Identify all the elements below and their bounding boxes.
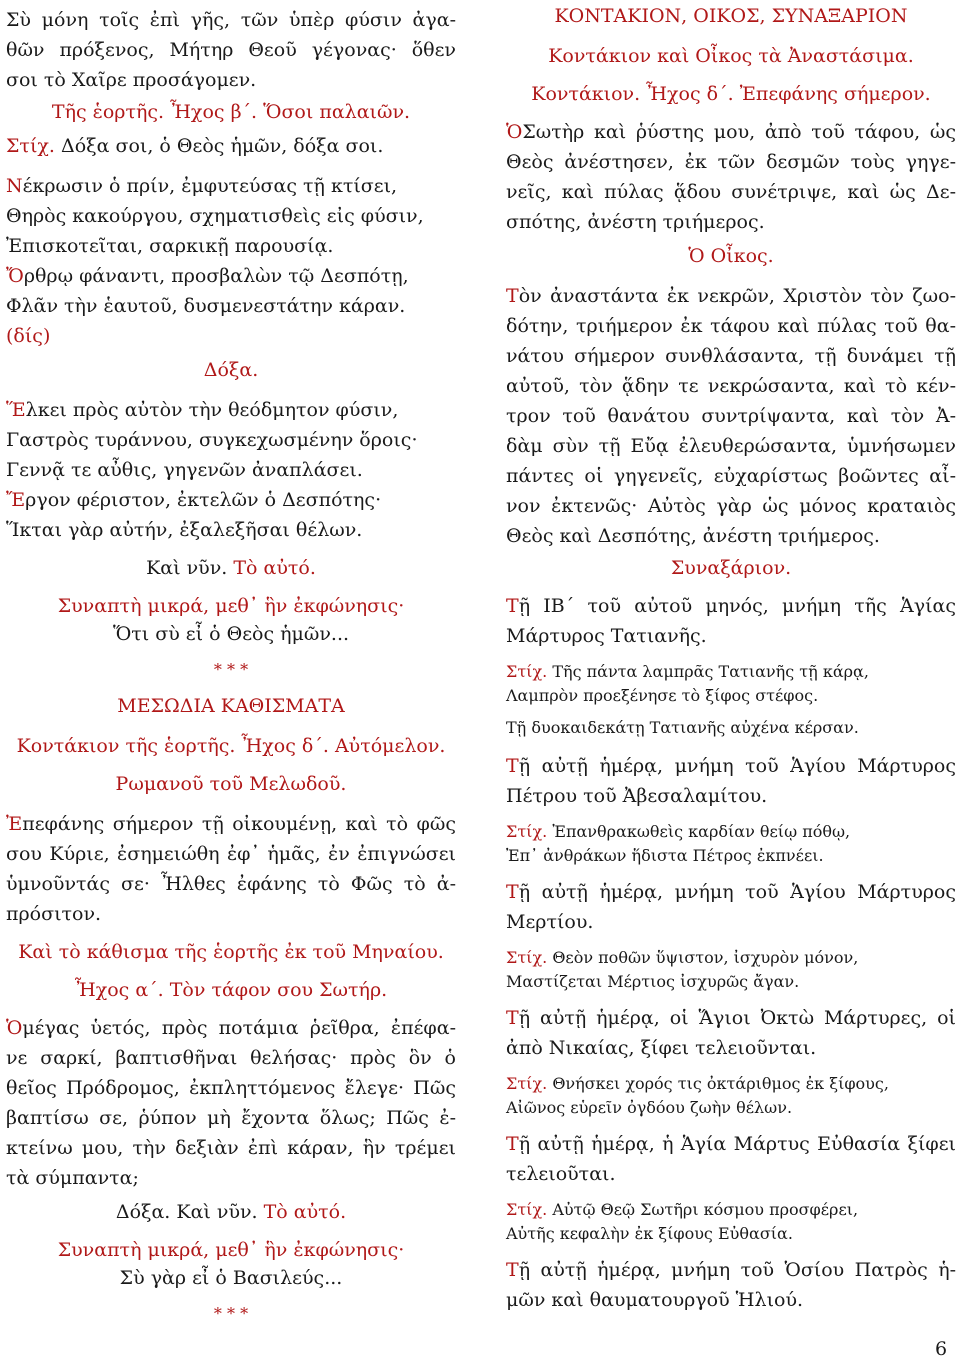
right-column-line-24: Πέτρου τοῦ Ἀβεσαλαμίτου. xyxy=(506,785,768,807)
left-column-line-36 xyxy=(6,1200,456,1224)
right-column-line-10: νάτου σήμερον συνθλάσαντα, τῇ δυνάμει τῇ xyxy=(506,345,956,367)
right-column-line-29 xyxy=(506,946,956,970)
line-segment: Ν xyxy=(6,175,23,197)
right-column-line-2: Κοντάκιον. Ἦχος δ΄. Ἐπεφάνης σήμερον. xyxy=(531,83,931,105)
line-segment: ῇ ΙΒ΄ τοῦ αὐτοῦ μηνός, μνήμη τῆς Ἁγίας xyxy=(518,595,956,617)
page-number: 6 xyxy=(935,1338,948,1360)
left-column-line-23: Ρωμανοῦ τοῦ Μελωδοῦ. xyxy=(115,773,347,795)
right-column-line-7: Ὁ Οἶκος. xyxy=(688,245,774,267)
line-segment: Τ xyxy=(506,1133,519,1155)
line-segment: Δόξα σοι, ὁ Θεὸς ἡμῶν, δόξα σοι. xyxy=(61,135,384,157)
line-segment: Τ xyxy=(506,755,519,777)
left-column-line-14: Γεννᾷ τε αὖθις, γηγενῶν ἀναπλάσει. xyxy=(6,459,363,481)
left-column-line-7: Ἐπισκοτεῖται, σαρκικῇ παρουσίᾳ. xyxy=(6,235,334,257)
line-segment: μέγας ὑετός, πρὸς ποτάμια ῥεῖθρα, ἐπέφα- xyxy=(22,1017,456,1039)
right-column-line-12: τρον τοῦ θανάτου συντρίψαντα, καὶ τὸν Ἀ- xyxy=(506,405,956,427)
right-column-line-22: Τῇ δυοκαιδεκάτῃ Τατιανῆς αὐχένα κέρσαν. xyxy=(506,718,859,737)
left-column-line-5 xyxy=(6,174,456,198)
right-column-line-0: ΚΟΝΤΑΚΙΟΝ, ΟΙΚΟΣ, ΣΥΝΑΞΑΡΙΟΝ xyxy=(554,5,908,27)
left-column-line-16: Ἵκται γὰρ αὐτήν, ἐξαλεξῆσαι θέλων. xyxy=(6,519,363,541)
line-segment: ῇ αὐτῇ ἡμέρᾳ, μνήμη τοῦ Ἁγίου Μάρτυρος xyxy=(518,881,956,903)
left-column-line-0: Σὺ μόνη τοῖς ἐπὶ γῆς, τῶν ὑπὲρ φύσιν ἀγα- xyxy=(6,9,456,31)
line-segment: Καὶ νῦν. xyxy=(146,557,234,579)
left-column-line-11: Δόξα. xyxy=(203,359,259,381)
right-column-line-15: νον ἐκτενῶς· Αὐτὸς γὰρ ὡς μόνος κραταιὸς xyxy=(506,495,956,517)
left-column-line-30 xyxy=(6,1016,456,1040)
line-segment: Τ xyxy=(506,1007,519,1029)
line-segment: Στίχ. xyxy=(506,1200,553,1219)
line-segment: Στίχ. xyxy=(6,135,61,157)
right-column-line-32: ἀπὸ Νικαίας, ξίφει τελειοῦνται. xyxy=(506,1037,817,1059)
right-column-line-27 xyxy=(506,880,956,904)
left-column-line-34: κτείνω μου, τὴν δεξιὰν ἐπὶ κάραν, ἣν τρέμει xyxy=(6,1137,456,1159)
left-column-line-29: Ἦχος α΄. Τὸν τάφον σου Σωτήρ. xyxy=(74,979,388,1001)
right-column-line-23 xyxy=(506,754,956,778)
left-column-line-35: τὰ σύμπαντα; xyxy=(6,1167,139,1189)
line-segment: Τ xyxy=(506,595,519,617)
line-segment: ργον φέριστον, ἐκτελῶν ὁ Δεσπότης· xyxy=(25,489,382,511)
line-segment: ῇ αὐτῇ ἡμέρᾳ, μνήμη τοῦ Ἁγίου Μάρτυρος xyxy=(518,755,956,777)
line-segment: Τ xyxy=(506,285,519,307)
right-column-line-36: τελειοῦται. xyxy=(506,1163,616,1185)
right-column-line-33 xyxy=(506,1072,956,1096)
right-column-line-17: Συναξάριον. xyxy=(670,557,792,579)
left-column-line-8 xyxy=(6,264,456,288)
line-segment: Ὄ xyxy=(6,265,24,287)
line-segment: ῇ αὐτῇ ἡμέρᾳ, οἱ Ἅγιοι Ὀκτὼ Μάρτυρες, οἱ xyxy=(518,1007,956,1029)
line-segment: Ἕ xyxy=(6,399,26,421)
left-column-line-3: Τῆς ἑορτῆς. Ἦχος β΄. Ὅσοι παλαιῶν. xyxy=(51,101,411,123)
line-segment: έκρωσιν ὁ πρίν, ἐμφυτεύσας τῇ κτίσει, xyxy=(22,175,398,197)
line-segment: Τ xyxy=(506,1259,519,1281)
left-column-line-12 xyxy=(6,398,456,422)
left-column-line-4 xyxy=(6,134,456,158)
right-column-line-30: Μαστίζεται Μέρτιος ἰσχυρῶς ἄγαν. xyxy=(506,972,800,991)
line-segment: Ὁ xyxy=(6,1017,23,1039)
line-segment: Στίχ. xyxy=(506,662,553,681)
right-column-line-21: Λαμπρὸν προεξένησε τὸ ξίφος στέφος. xyxy=(506,686,819,705)
right-column-line-31 xyxy=(506,1006,956,1030)
right-column-line-16: Θεὸς καὶ Δεσπότης, ἀνέστη τριήμερος. xyxy=(506,525,880,547)
line-segment: Δόξα. Καὶ νῦν. xyxy=(115,1201,264,1223)
right-column-line-13: δὰμ σὺν τῇ Εὔᾳ ἐλευθερώσαντα, ὑμνήσωμεν xyxy=(506,435,956,457)
left-column-line-2: σοι τὸ Χαῖρε προσάγομεν. xyxy=(6,69,257,91)
line-segment: Στίχ. xyxy=(506,822,553,841)
left-column-line-27: πρόσιτον. xyxy=(6,903,102,925)
left-column-line-10: (δίς) xyxy=(6,325,51,347)
right-column-line-5: νεῖς, καὶ πύλας ᾅδου συνέτριψε, καὶ ὡς Δε- xyxy=(506,181,956,203)
left-column-line-9: Φλᾶν τὴν ἑαυτοῦ, δυσμενεστάτην κάραν. xyxy=(6,295,406,317)
left-column-line-20: * * * xyxy=(213,660,249,679)
right-column-line-35 xyxy=(506,1132,956,1156)
line-segment: Στίχ. xyxy=(506,948,553,967)
line-segment: λκει πρὸς αὐτὸν τὴν θεόδμητον φύσιν, xyxy=(25,399,399,421)
right-column-line-20 xyxy=(506,660,956,684)
right-column-line-38: Αὐτῆς κεφαλὴν ἐκ ξίφους Εὐθασία. xyxy=(506,1224,793,1243)
left-column-line-1: θῶν πρόξενος, Μήτηρ Θεοῦ γέγονας· ὅθεν xyxy=(6,39,456,61)
right-column-line-4: Θεὸς ἀνέστησεν, ἐκ τῶν δεσμῶν τοὺς γηγε- xyxy=(506,151,956,173)
line-segment: Τ xyxy=(506,881,519,903)
line-segment: Ἐπανθρακωθεὶς καρδίαν θείῳ πόθῳ, xyxy=(552,822,851,841)
line-segment: ὸν ἀναστάντα ἐκ νεκρῶν, Χριστὸν τὸν ζωο- xyxy=(518,285,956,307)
right-column-line-3 xyxy=(506,120,956,144)
right-column-line-11: αὐτοῦ, τὸν ᾅδην τε νεκρώσαντα, καὶ τὸ κέν- xyxy=(506,375,956,397)
right-column-line-34: Αἰῶνος εὑρεῖν ὀγδόου ζωὴν θέλων. xyxy=(506,1098,793,1117)
line-segment: Τὸ αὐτό. xyxy=(233,557,316,579)
right-column-line-6: σπότης, ἀνέστη τριήμερος. xyxy=(506,211,765,233)
left-column-line-33: βαπτίσω σε, ῥύπον μὴ ἔχοντα ὅλως; Πῶς ἐ- xyxy=(6,1107,456,1129)
right-column-line-1: Κοντάκιον καὶ Οἶκος τὰ Ἀναστάσιμα. xyxy=(548,45,914,67)
right-column-line-25 xyxy=(506,820,956,844)
line-segment: Σωτὴρ καὶ ῥύστης μου, ἀπὸ τοῦ τάφου, ὡς xyxy=(522,121,956,143)
line-segment: Στίχ. xyxy=(506,1074,553,1093)
left-column-line-31: νε σαρκί, βαπτισθῆναι θελήσας· πρὸς ὃν ὁ xyxy=(6,1047,456,1069)
left-column-line-39: * * * xyxy=(213,1304,249,1323)
left-column-line-25: σου Κύριε, ἐσημειώθη ἐφ᾽ ἡμᾶς, ἐν ἐπιγνώσει xyxy=(6,843,456,865)
left-column-line-38: Σὺ γὰρ εἶ ὁ Βασιλεύς... xyxy=(119,1267,343,1289)
line-segment: Τῆς πάντα λαμπρᾶς Τατιανῆς τῇ κάρᾳ, xyxy=(552,662,869,681)
left-column-line-26: ὑμνοῦντάς σε· Ἦλθες ἐφάνης τὸ Φῶς τὸ ἀ- xyxy=(6,873,456,895)
right-column-line-37 xyxy=(506,1198,956,1222)
left-column-line-6: Θηρὸς κακούργου, σχηματισθεὶς εἰς φύσιν, xyxy=(6,205,424,227)
line-segment: Θεὸν ποθῶν ὕψιστον, ἰσχυρὸν μόνον, xyxy=(552,948,859,967)
line-segment: Θνήσκει χορός τις ὀκτάριθμος ἐκ ξίφους, xyxy=(552,1074,889,1093)
left-column-line-17 xyxy=(6,556,456,580)
left-column-line-22: Κοντάκιον τῆς ἑορτῆς. Ἦχος δ΄. Αὐτόμελον. xyxy=(16,735,446,757)
left-column-line-24 xyxy=(6,812,456,836)
right-column-line-28: Μερτίου. xyxy=(506,911,594,933)
left-column-line-21: ΜΕΣΩΔΙΑ ΚΑΘΙΣΜΑΤΑ xyxy=(117,695,345,717)
left-column-line-15 xyxy=(6,488,456,512)
line-segment: Τὸ αὐτό. xyxy=(263,1201,347,1223)
line-segment: ρθρῳ φάναντι, προσβαλὼν τῷ Δεσπότῃ, xyxy=(23,265,409,287)
left-column-line-19: Ὅτι σὺ εἶ ὁ Θεὸς ἡμῶν... xyxy=(112,623,350,645)
right-column-line-14: πάντες οἱ γηγενεῖς, εὐχαρίστως βοῶντες αἶ- xyxy=(506,465,956,487)
line-segment: Ἔ xyxy=(6,489,26,511)
line-segment: πεφάνης σήμερον τῇ οἰκουμένῃ, καὶ τὸ φῶς xyxy=(22,813,456,835)
left-column-line-18: Συναπτὴ μικρά, μεθ᾽ ἣν ἐκφώνησις· xyxy=(57,595,405,617)
line-segment: ῇ αὐτῇ ἡμέρᾳ, μνήμη τοῦ Ὁσίου Πατρὸς ἡ- xyxy=(518,1259,956,1281)
left-column-line-32: θεῖος Πρόδρομος, ἐκπληττόμενος ἔλεγε· Πῶς xyxy=(6,1077,456,1099)
left-column-line-37: Συναπτὴ μικρά, μεθ᾽ ἣν ἐκφώνησις· xyxy=(57,1239,405,1261)
left-column-line-28: Καὶ τὸ κάθισμα τῆς ἑορτῆς ἐκ τοῦ Μηναίου. xyxy=(18,941,444,963)
line-segment: Ὁ xyxy=(506,121,523,143)
right-column-line-19: Μάρτυρος Τατιανῆς. xyxy=(506,625,707,647)
right-column-line-9: δότην, τριήμερον ἐκ τάφου καὶ πύλας τοῦ θα- xyxy=(506,315,956,337)
left-column-line-13: Γαστρὸς τυράννου, συγκεχωσμένην ὅροις· xyxy=(6,429,418,451)
line-segment: Ἐ xyxy=(6,813,23,835)
right-column-line-40: μῶν καὶ θαυματουργοῦ Ἡλιού. xyxy=(506,1289,804,1311)
right-column-line-26: Ἐπ᾽ ἀνθράκων ἥδιστα Πέτρος ἐκπνέει. xyxy=(506,846,824,865)
right-column-line-39 xyxy=(506,1258,956,1282)
line-segment: ῇ αὐτῇ ἡμέρᾳ, ἡ Ἁγία Μάρτυς Εὐθασία ξίφει xyxy=(518,1133,956,1155)
right-column-line-8 xyxy=(506,284,956,308)
right-column-line-18 xyxy=(506,594,956,618)
line-segment: Αὐτῷ Θεῷ Σωτῆρι κόσμου προσφέρει, xyxy=(552,1200,859,1219)
